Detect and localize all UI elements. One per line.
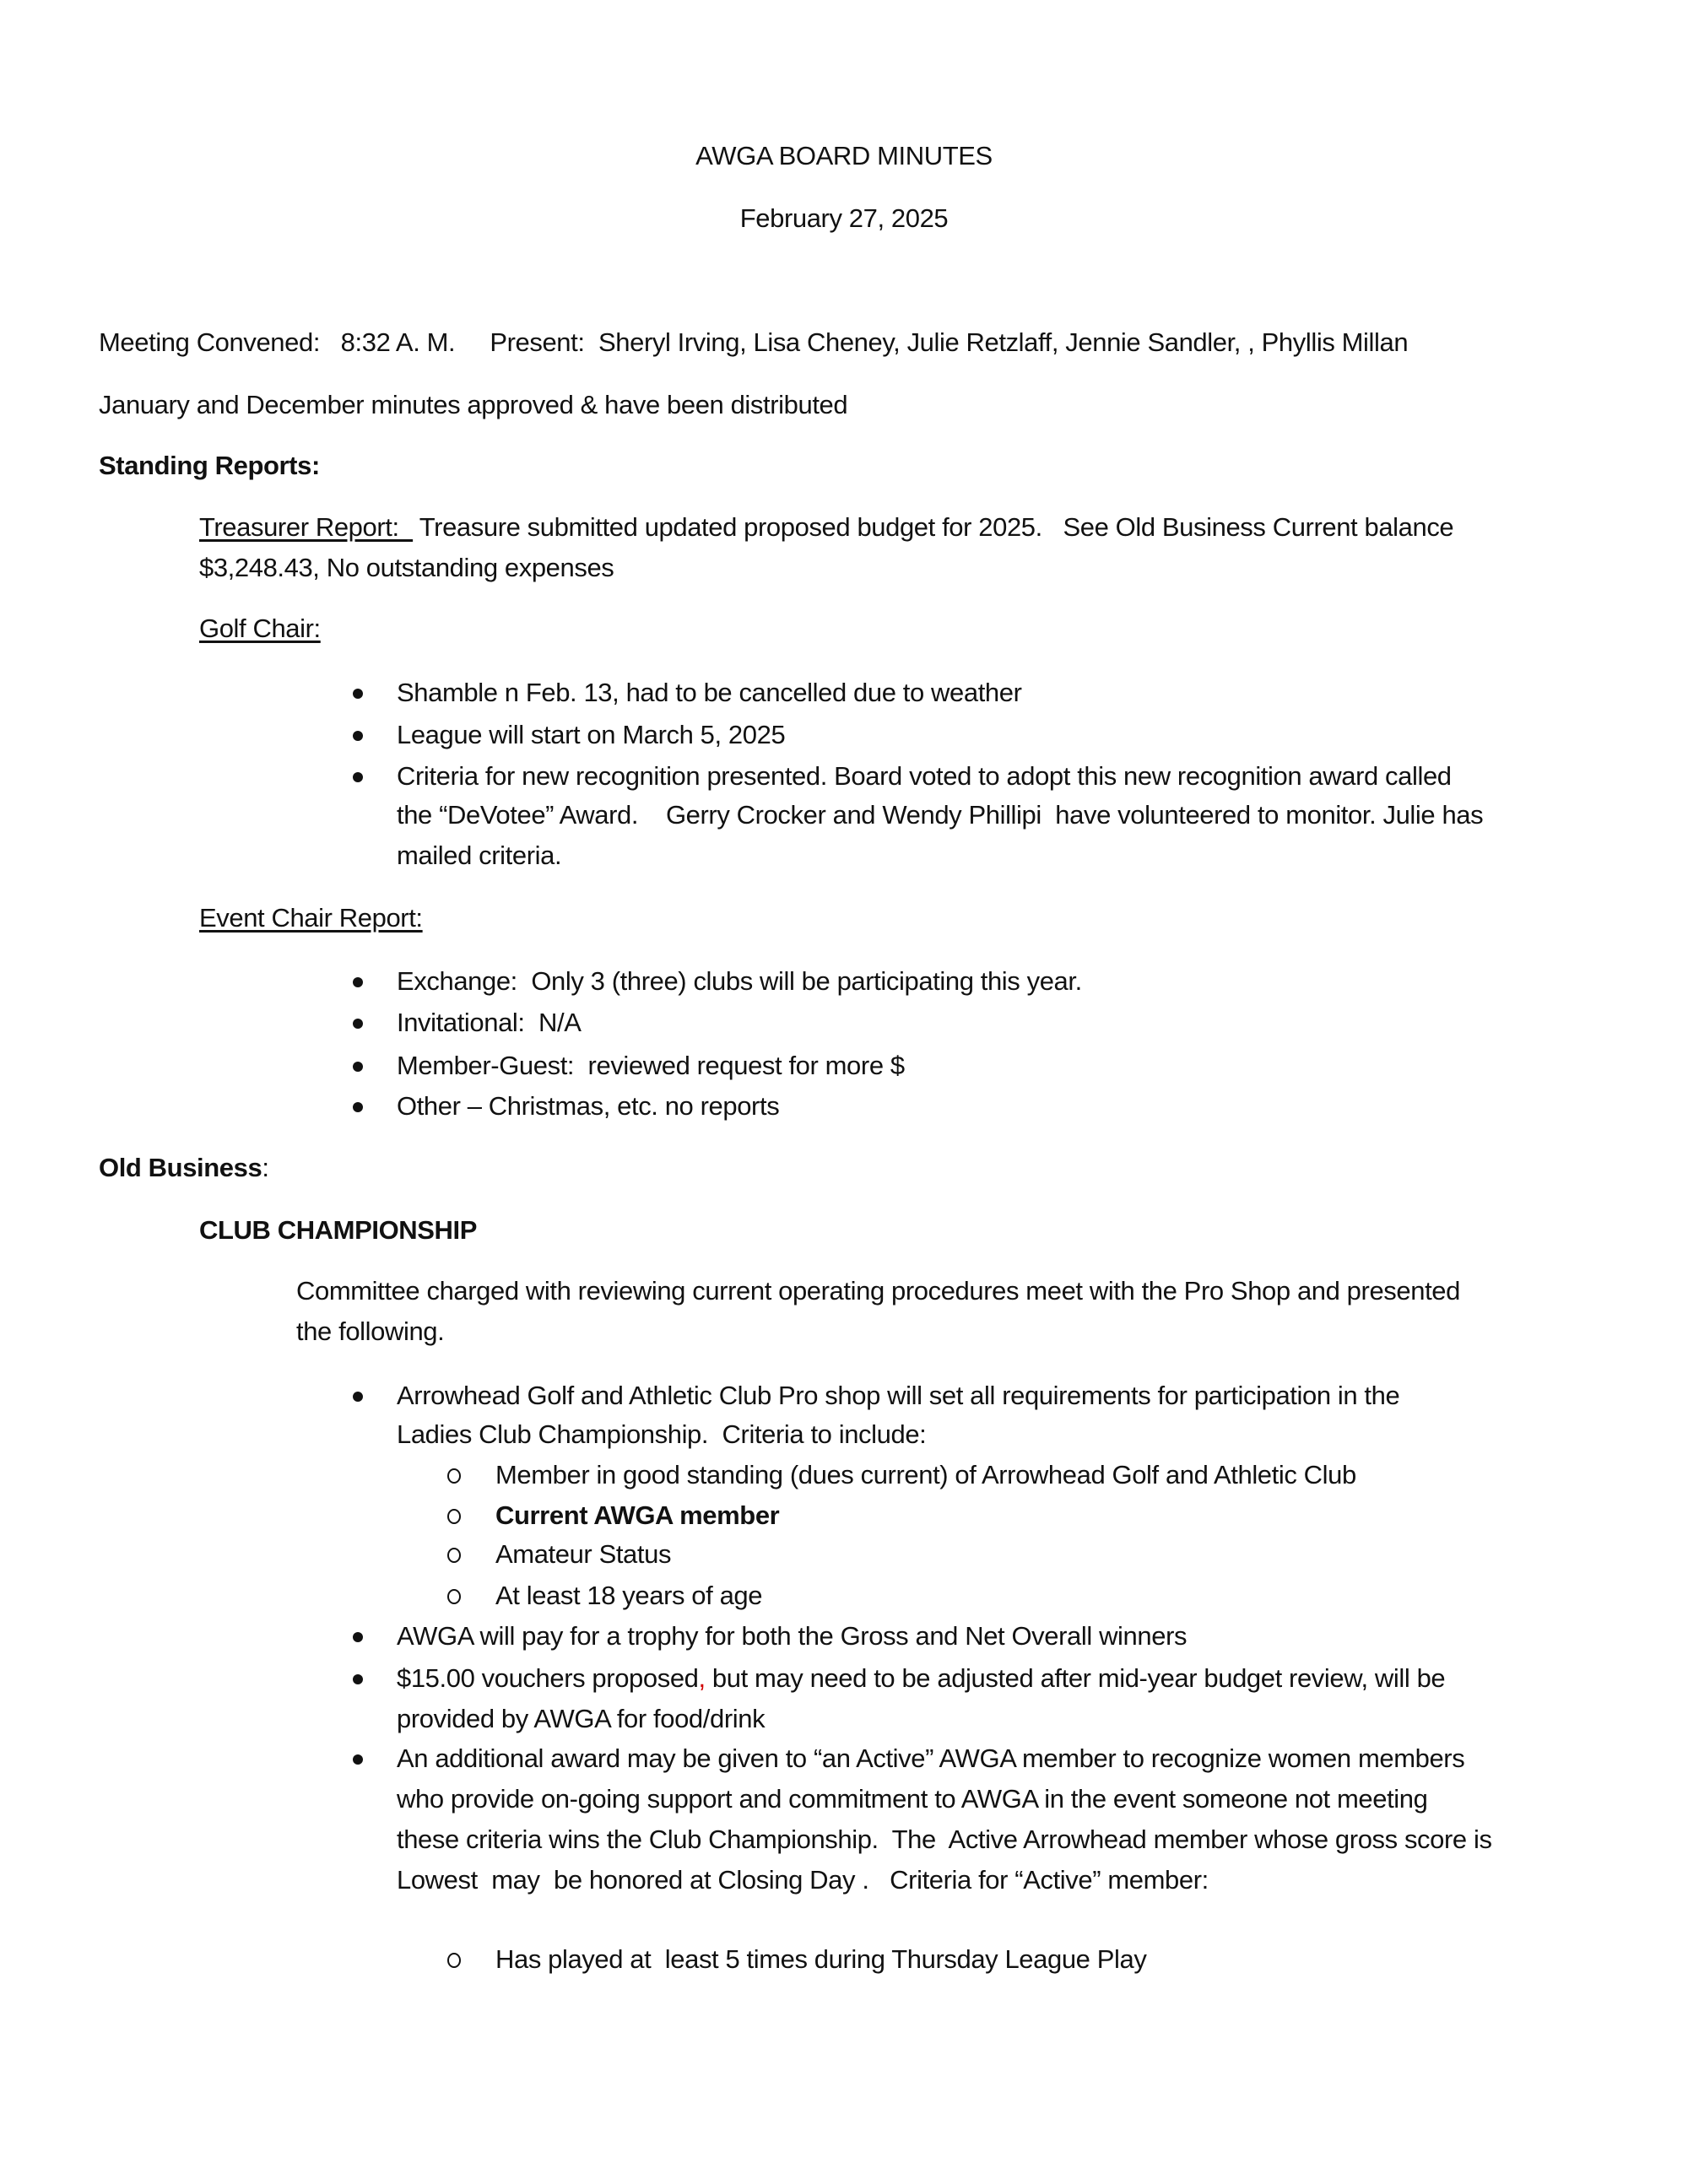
golf-bullet-2: League will start on March 5, 2025 — [397, 720, 786, 749]
vouchers-text-b: but may need to be adjusted after mid-year budget review, will be — [705, 1663, 1446, 1693]
criteria-item-3: Amateur Status — [495, 1539, 672, 1569]
committee-intro-line-2: the following. — [296, 1316, 445, 1346]
bullet-icon — [353, 1392, 363, 1402]
old-business-heading — [99, 1152, 269, 1184]
vouchers-bullet-line-1 — [397, 1662, 1445, 1695]
event-chair-label: Event Chair Report: — [199, 903, 423, 933]
bullet-icon — [353, 1062, 363, 1072]
event-bullet-2: Invitational: N/A — [397, 1008, 582, 1037]
bullet-icon — [353, 1754, 363, 1765]
active-criteria-item-1: Has played at least 5 times during Thursday League Play — [495, 1944, 1147, 1974]
document-title: AWGA BOARD MINUTES — [695, 141, 993, 170]
event-bullet-3: Member-Guest: reviewed request for more $ — [397, 1051, 905, 1080]
circle-bullet-icon — [447, 1509, 461, 1524]
treasurer-report-line-2: $3,248.43, No outstanding expenses — [199, 553, 614, 582]
bullet-icon — [353, 1102, 363, 1112]
bullet-icon — [353, 689, 363, 699]
meeting-date: February 27, 2025 — [739, 203, 949, 233]
golf-chair-label: Golf Chair: — [199, 614, 321, 643]
vouchers-bullet-line-2: provided by AWGA for food/drink — [397, 1704, 766, 1733]
golf-bullet-3-line-2: the “DeVotee” Award. Gerry Crocker and Wendy Phillipi have volunteered to monitor. Julie has — [397, 800, 1484, 830]
vouchers-text-a: $15.00 vouchers proposed — [397, 1663, 699, 1693]
active-award-line-3: these criteria wins the Club Championship. The Active Arrowhead member whose gross score is — [397, 1825, 1492, 1854]
criteria-item-4: At least 18 years of age — [495, 1581, 763, 1610]
active-award-line-4: Lowest may be honored at Closing Day . Criteria for “Active” member: — [397, 1865, 1209, 1895]
pro-shop-bullet-line-2: Ladies Club Championship. Criteria to include: — [397, 1419, 927, 1449]
circle-bullet-icon — [447, 1468, 461, 1484]
bullet-icon — [353, 772, 363, 782]
treasurer-report-line-1 — [199, 511, 1453, 543]
bullet-icon — [353, 977, 363, 987]
golf-bullet-3-line-3: mailed criteria. — [397, 841, 562, 870]
active-award-line-2: who provide on-going support and commitment to AWGA in the event someone not meeting — [397, 1784, 1428, 1814]
golf-bullet-1: Shamble n Feb. 13, had to be cancelled due to weather — [397, 678, 1022, 707]
trophy-bullet: AWGA will pay for a trophy for both the Gross and Net Overall winners — [397, 1621, 1188, 1651]
bullet-icon — [353, 1019, 363, 1029]
bullet-icon — [353, 1632, 363, 1642]
treasurer-report-text: Treasure submitted updated proposed budget for 2025. See Old Business Current balance — [413, 512, 1454, 542]
red-comma: , — [698, 1663, 706, 1693]
criteria-item-1: Member in good standing (dues current) of Arrowhead Golf and Athletic Club — [495, 1460, 1356, 1489]
active-award-line-1: An additional award may be given to “an Active” AWGA member to recognize women members — [397, 1743, 1465, 1773]
event-bullet-4: Other – Christmas, etc. no reports — [397, 1091, 780, 1121]
old-business-colon: : — [262, 1153, 269, 1182]
treasurer-report-label: Treasurer Report: — [199, 512, 414, 542]
circle-bullet-icon — [447, 1548, 461, 1563]
pro-shop-bullet-line-1: Arrowhead Golf and Athletic Club Pro shop will set all requirements for participation in the — [397, 1381, 1400, 1410]
bullet-icon — [353, 731, 363, 741]
circle-bullet-icon — [447, 1589, 461, 1604]
event-bullet-1: Exchange: Only 3 (three) clubs will be participating this year. — [397, 966, 1082, 996]
minutes-approved-line: January and December minutes approved & have been distributed — [99, 390, 848, 419]
standing-reports-heading: Standing Reports: — [99, 451, 320, 480]
criteria-item-2: Current AWGA member — [495, 1500, 780, 1530]
committee-intro-line-1: Committee charged with reviewing current operating procedures meet with the Pro Shop and presented — [296, 1276, 1460, 1306]
old-business-label: Old Business — [99, 1153, 262, 1182]
circle-bullet-icon — [447, 1953, 461, 1968]
meeting-convened-line: Meeting Convened: 8:32 A. M. Present: Sheryl Irving, Lisa Cheney, Julie Retzlaff, Jennie Sandler, , Phyllis Millan — [99, 327, 1409, 357]
golf-bullet-3-line-1: Criteria for new recognition presented. Board voted to adopt this new recognition award called — [397, 761, 1452, 791]
club-championship-heading: CLUB CHAMPIONSHIP — [199, 1215, 478, 1245]
bullet-icon — [353, 1674, 363, 1684]
